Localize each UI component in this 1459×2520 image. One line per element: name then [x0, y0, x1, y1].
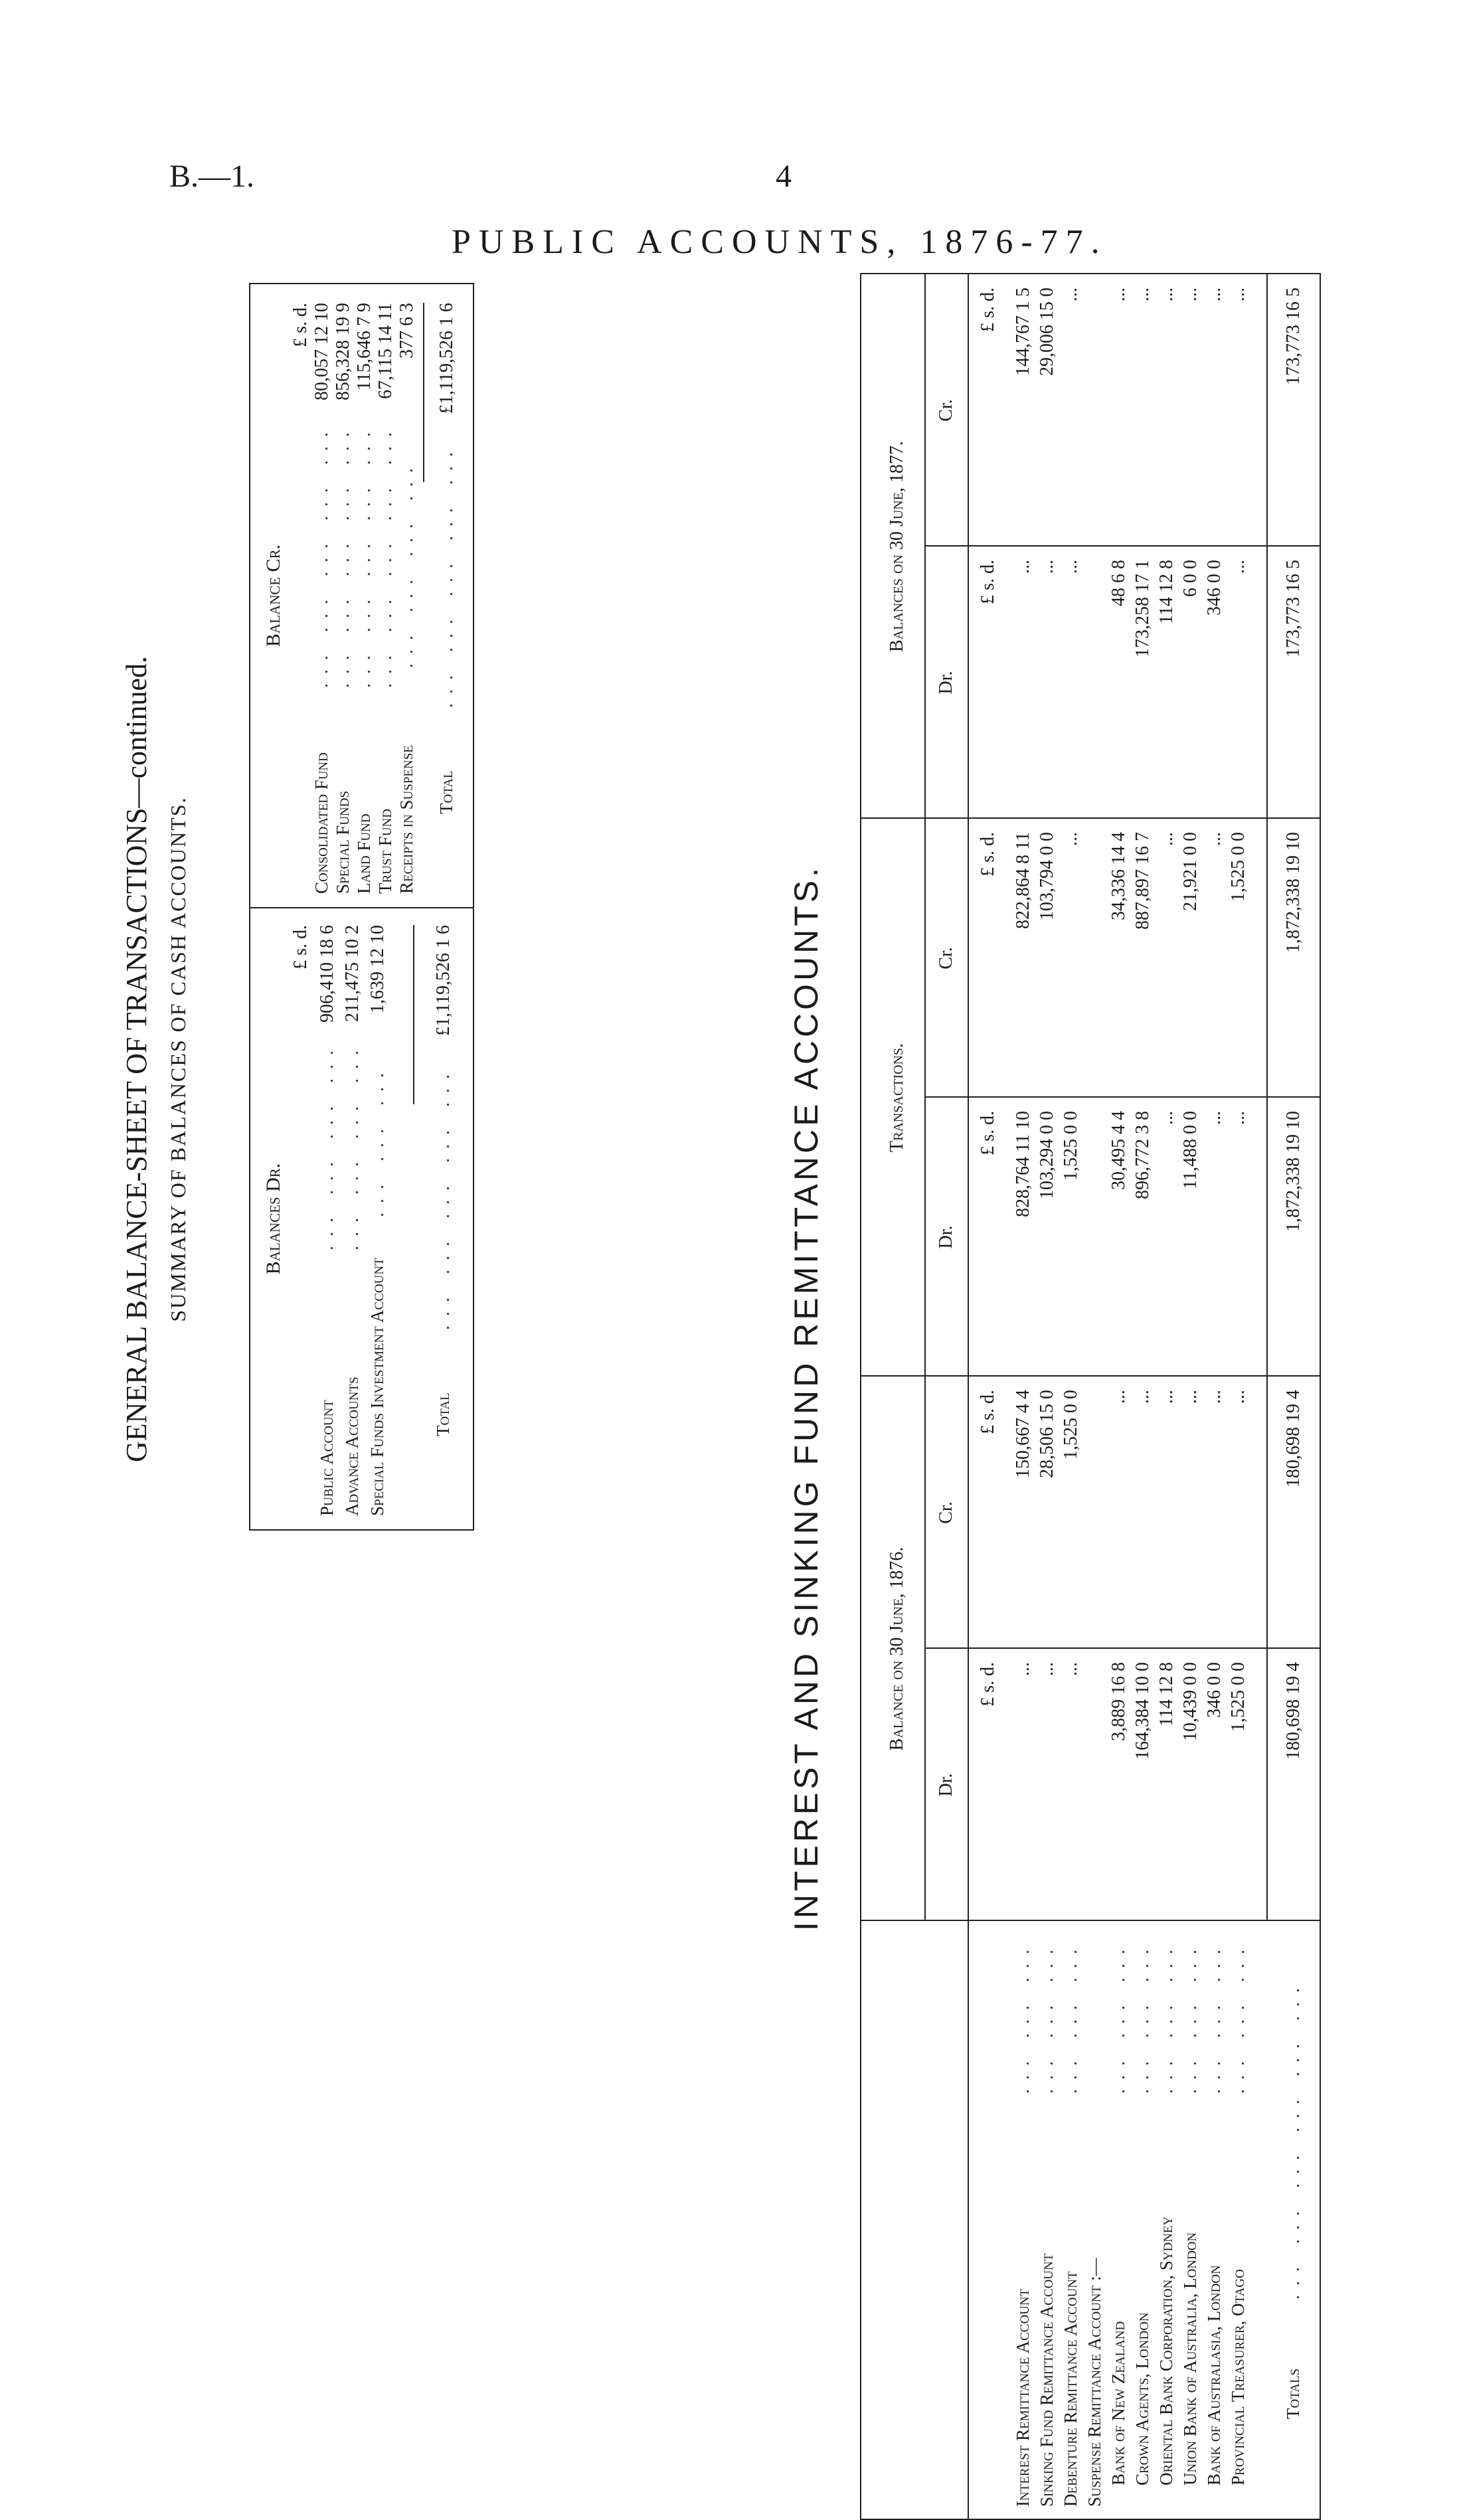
- totals-label: Totals: [1283, 2368, 1303, 2419]
- sub-header-cr: Cr.: [936, 947, 956, 969]
- unit-header: £ s. d.: [978, 1390, 998, 1434]
- amount-cell: ...: [1180, 288, 1201, 301]
- sub-header-cr: Cr.: [936, 399, 956, 422]
- column-rule: [924, 1096, 1320, 1098]
- total-amount: 173,773 16 5: [1283, 288, 1304, 385]
- column-rule: [924, 545, 1320, 546]
- account-row-label: Sinking Fund Remittance Account: [1037, 2253, 1057, 2507]
- amount-cell: 48 6 8: [1108, 560, 1129, 606]
- dr-row-amount: 906,410 18 6: [317, 925, 337, 1023]
- amount-cell: 29,006 15 0: [1037, 288, 1057, 376]
- amount-cell: ...: [1204, 288, 1225, 301]
- dr-row-amount: 1,639 12 10: [367, 925, 388, 1013]
- account-row-label: Provincial Treasurer, Otago: [1228, 2269, 1248, 2485]
- total-amount: 173,773 16 5: [1283, 560, 1304, 657]
- leader-dots: ... ... ...: [1108, 1940, 1129, 2094]
- total-rule: [413, 925, 414, 1104]
- totals-rule: [1266, 274, 1268, 1921]
- amount-cell: ...: [1204, 1390, 1225, 1404]
- leader-dots: ... ... ... ...: [396, 459, 417, 668]
- amount-cell: ...: [1156, 1390, 1177, 1404]
- amount-cell: 10,439 0 0: [1180, 1662, 1201, 1741]
- unit-header: £ s. d.: [978, 560, 998, 604]
- account-row-label: Bank of New Zealand: [1108, 2321, 1128, 2485]
- leader-dots: ... ... ...: [1061, 1940, 1081, 2094]
- amount-cell: 1,525 0 0: [1228, 832, 1248, 902]
- dr-currency-header: £ s. d.: [290, 925, 311, 969]
- amount-cell: ...: [1108, 1390, 1129, 1404]
- summary-table: [249, 283, 474, 1531]
- amount-cell: 164,384 10 0: [1132, 1662, 1153, 1760]
- cr-total-label: Total: [436, 770, 456, 814]
- amount-cell: 1,525 0 0: [1061, 1111, 1081, 1181]
- amount-cell: ...: [1061, 288, 1081, 301]
- balance-cr-panel: [250, 284, 473, 907]
- amount-cell: ...: [1013, 1662, 1033, 1676]
- amount-cell: ...: [1228, 560, 1248, 574]
- amount-cell: 346 0 0: [1204, 560, 1225, 616]
- amount-cell: ...: [1228, 1390, 1248, 1404]
- account-row-label: Interest Remittance Account: [1013, 2288, 1033, 2507]
- amount-cell: ...: [1156, 832, 1177, 846]
- amount-cell: ...: [1061, 1662, 1081, 1676]
- remittance-title: INTEREST AND SINKING FUND REMITTANCE ACCOUNTS.: [788, 864, 825, 1932]
- sub-header-dr: Dr.: [936, 1225, 956, 1249]
- cr-row-amount: 856,328 19 9: [333, 303, 353, 400]
- summary-title: GENERAL BALANCE-SHEET OF TRANSACTIONS—continued.: [120, 655, 153, 1463]
- unit-header: £ s. d.: [978, 1111, 998, 1155]
- total-amount: 180,698 19 4: [1283, 1662, 1304, 1760]
- amount-cell: 150,667 4 4: [1013, 1390, 1033, 1478]
- amount-cell: 103,794 0 0: [1037, 832, 1057, 920]
- leader-dots: ... ... ... ... ...: [311, 423, 332, 688]
- leader-dots: ... ... ... ... ...: [333, 423, 353, 688]
- leader-dots: ... ... ...: [1132, 1940, 1153, 2094]
- leader-dots: ... ... ... ...: [317, 1041, 337, 1250]
- group-header-transactions: Transactions.: [887, 1043, 907, 1153]
- sub-header-dr: Dr.: [936, 671, 956, 695]
- remittance-accounts-section: [787, 276, 1304, 2520]
- unit-header: £ s. d.: [978, 832, 998, 877]
- column-rule: [861, 1920, 1320, 1921]
- cr-row-label: Special Funds: [333, 790, 353, 894]
- cr-row-label: Receipts in Suspense: [396, 745, 416, 894]
- cr-currency-header: £ s. d.: [290, 303, 311, 347]
- summary-of-balances-section: [120, 286, 730, 1833]
- amount-cell: ...: [1061, 560, 1081, 574]
- page-number: 4: [776, 159, 792, 194]
- amount-cell: ...: [1204, 1111, 1225, 1125]
- amount-cell: 1,525 0 0: [1061, 1390, 1081, 1460]
- amount-cell: 1,525 0 0: [1228, 1662, 1248, 1732]
- column-rule: [924, 1647, 1320, 1649]
- column-rule: [861, 817, 1320, 819]
- account-row-label: Union Bank of Australia, London: [1180, 2232, 1200, 2485]
- leader-dots: ... ... ...: [1204, 1940, 1225, 2094]
- amount-cell: 11,488 0 0: [1180, 1111, 1201, 1189]
- leader-dots: ... ... ...: [1156, 1940, 1177, 2094]
- header-rule: [924, 274, 926, 1921]
- amount-cell: 173,258 17 1: [1132, 560, 1153, 657]
- amount-cell: ...: [1204, 832, 1225, 846]
- sub-header-cr: Cr.: [936, 1501, 956, 1524]
- amount-cell: 144,767 1 5: [1013, 288, 1033, 376]
- total-amount: 1,872,338 19 10: [1283, 1111, 1304, 1232]
- account-row-label: Crown Agents, London: [1132, 2312, 1152, 2485]
- column-rule: [861, 1375, 1320, 1377]
- leader-dots: ... ... ...: [1180, 1940, 1201, 2094]
- cr-row-label: Trust Fund: [375, 809, 395, 894]
- amount-cell: ...: [1013, 560, 1033, 574]
- balances-dr-heading: Balances Dr.: [262, 1163, 284, 1275]
- amount-cell: 887,897 16 7: [1132, 832, 1153, 930]
- amount-cell: 30,495 4 4: [1108, 1111, 1129, 1190]
- amount-cell: 21,921 0 0: [1180, 832, 1201, 911]
- dr-row-amount: 211,475 10 2: [342, 925, 363, 1022]
- leader-dots: ... ... ... ... ...: [375, 423, 396, 688]
- amount-cell: 822,864 8 11: [1013, 832, 1033, 929]
- amount-cell: ...: [1037, 560, 1057, 574]
- total-amount: 1,872,338 19 10: [1283, 832, 1304, 953]
- cr-total-amount: £1,119,526 1 6: [436, 303, 457, 414]
- document-reference: B.—1.: [169, 159, 255, 194]
- amount-cell: 28,506 15 0: [1037, 1390, 1057, 1478]
- group-header-balance-1876: Balance on 30 June, 1876.: [887, 1547, 907, 1751]
- remittance-table: [860, 273, 1321, 2520]
- summary-subtitle: SUMMARY OF BALANCES OF CASH ACCOUNTS.: [166, 796, 190, 1322]
- leader-dots: ... ... ... ... ...: [436, 443, 457, 708]
- cr-row-amount: 115,646 7 9: [354, 303, 375, 390]
- sub-header-dr: Dr.: [936, 1773, 956, 1797]
- amount-cell: 103,294 0 0: [1037, 1111, 1057, 1199]
- amount-cell: ...: [1061, 832, 1081, 846]
- amount-cell: ...: [1180, 1390, 1201, 1404]
- dr-row-label: Advance Accounts: [342, 1377, 362, 1516]
- dr-row-label: Public Account: [317, 1400, 337, 1516]
- header-rule: [968, 274, 969, 2519]
- amount-cell: 896,772 3 8: [1132, 1111, 1153, 1199]
- leader-dots: ... ... ...: [1013, 1940, 1033, 2094]
- unit-header: £ s. d.: [978, 288, 998, 332]
- amount-cell: 346 0 0: [1204, 1662, 1225, 1718]
- amount-cell: 828,764 11 10: [1013, 1111, 1033, 1217]
- cr-row-label: Land Fund: [354, 813, 374, 894]
- amount-cell: 114 12 8: [1156, 1662, 1177, 1726]
- amount-cell: 114 12 8: [1156, 560, 1177, 624]
- account-row-label: Bank of Australasia, London: [1204, 2265, 1224, 2485]
- cr-row-label: Consolidated Fund: [311, 752, 331, 894]
- amount-cell: 34,336 14 4: [1108, 832, 1129, 920]
- balance-cr-heading: Balance Cr.: [262, 544, 284, 647]
- cr-row-amount: 67,115 14 11: [375, 303, 396, 399]
- amount-cell: ...: [1108, 288, 1129, 301]
- total-rule: [423, 303, 424, 482]
- leader-dots: ... ... ... ... ...: [433, 1065, 454, 1330]
- amount-cell: 6 0 0: [1180, 560, 1201, 597]
- amount-cell: ...: [1228, 288, 1248, 301]
- account-row-label: Oriental Bank Corporation, Sydney: [1156, 2216, 1176, 2485]
- leader-dots: ... ... ...: [367, 1064, 388, 1217]
- amount-cell: ...: [1156, 288, 1177, 301]
- amount-cell: ...: [1132, 1390, 1153, 1404]
- leader-dots: ... ... ...: [1037, 1940, 1057, 2094]
- amount-cell: ...: [1132, 288, 1153, 301]
- amount-cell: ...: [1156, 1111, 1177, 1125]
- dr-total-label: Total: [433, 1392, 453, 1436]
- page-title: PUBLIC ACCOUNTS, 1876-77.: [452, 223, 1108, 261]
- dr-row-label: Special Funds Investment Account: [367, 1258, 387, 1516]
- balances-dr-panel: [250, 907, 473, 1529]
- account-row-label: Debenture Remittance Account: [1061, 2271, 1080, 2507]
- leader-dots: ... ... ... ...: [342, 1041, 363, 1250]
- account-row-label: Suspense Remittance Account :—: [1084, 2258, 1104, 2507]
- cr-row-amount: 377 6 3: [396, 303, 417, 359]
- dr-total-amount: £1,119,526 1 6: [433, 925, 454, 1036]
- leader-dots: ... ... ...: [1228, 1940, 1248, 2094]
- cr-row-amount: 80,057 12 10: [311, 303, 332, 400]
- group-header-balance-1877: Balances on 30 June, 1877.: [887, 441, 907, 652]
- amount-cell: ...: [1228, 1111, 1248, 1125]
- leader-dots: ... ... ... ... ...: [354, 423, 375, 688]
- amount-cell: ...: [1037, 1662, 1057, 1676]
- leader-dots: ... ... ... ... ... ...: [1283, 1979, 1304, 2300]
- amount-cell: 3,889 16 8: [1108, 1662, 1129, 1741]
- unit-header: £ s. d.: [978, 1662, 998, 1707]
- total-amount: 180,698 19 4: [1283, 1390, 1304, 1487]
